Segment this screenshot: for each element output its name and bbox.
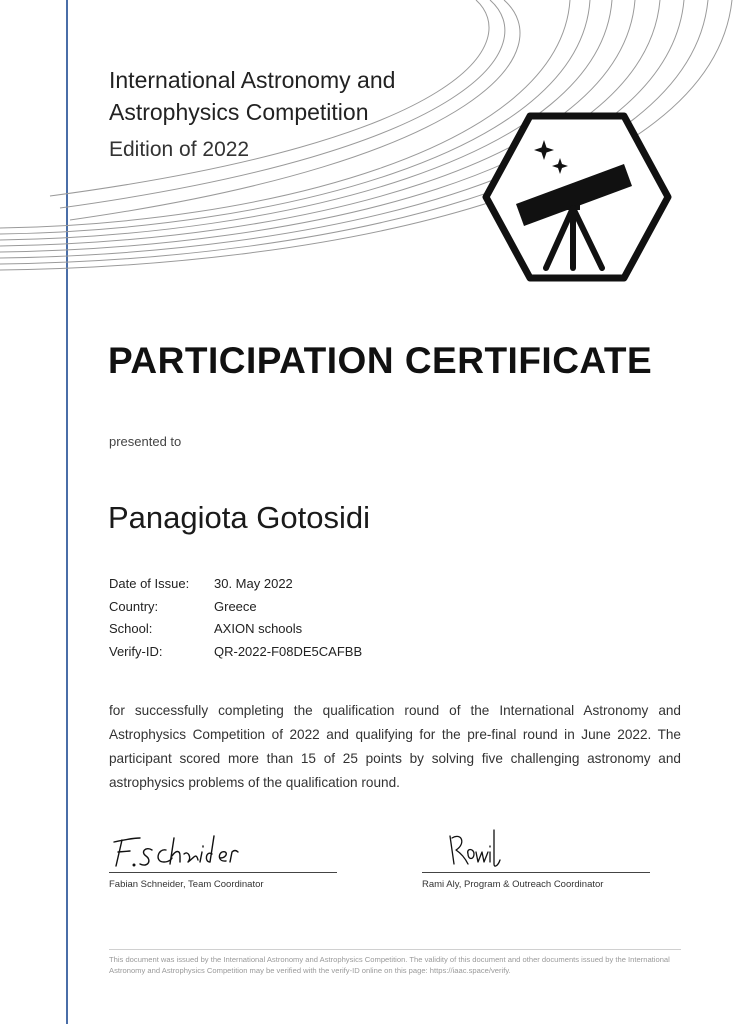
footer-note: This document was issued by the International Astronomy and Astrophysics Competition. The validity of this document and other documents issued by the International Astronomy and Astrophysics Competition may be verified with the verify-ID online on this page: https://iaac.space/verify.	[109, 955, 670, 975]
detail-value: Greece	[214, 598, 257, 614]
certificate-body-text: for successfully completing the qualification round of the International Astronomy and Astrophysics Competition of 2022 and qualifying for the pre-final round in June 2022. The participant scored more than 15 of 25 points by solving five challenging astronomy and astrophysics problems of the qualification round.	[109, 703, 681, 790]
detail-label: School:	[109, 621, 153, 636]
signature-fabian-schneider	[110, 828, 240, 872]
detail-row-country	[109, 596, 362, 619]
signature-rami-aly	[446, 826, 506, 872]
detail-value: QR-2022-F08DE5CAFBB	[214, 643, 363, 659]
detail-row-verify-id	[109, 641, 362, 664]
detail-value: 30. May 2022	[214, 576, 293, 591]
edition-label: Edition of 2022	[109, 138, 250, 161]
details-table	[109, 573, 362, 663]
signature-label: Fabian Schneider, Team Coordinator	[109, 879, 264, 890]
org-line-1: International Astronomy and	[109, 67, 396, 93]
telescope-logo-icon	[482, 112, 672, 282]
certificate-title: PARTICIPATION CERTIFICATE	[108, 340, 653, 381]
presented-to-label: presented to	[109, 434, 182, 449]
detail-label: Verify-ID:	[109, 643, 163, 659]
org-line-2: Astrophysics Competition	[109, 99, 369, 125]
signature-label: Rami Aly, Program & Outreach Coordinator	[422, 879, 604, 890]
detail-row-school	[109, 618, 362, 641]
organization-name	[109, 64, 489, 128]
recipient-name: Panagiota Gotosidi	[108, 500, 370, 535]
detail-row-date	[109, 573, 362, 596]
detail-label: Country:	[109, 598, 159, 614]
signature-line	[109, 872, 337, 873]
signature-line	[422, 872, 650, 873]
footer-divider	[109, 949, 681, 950]
detail-label: Date of Issue:	[109, 576, 190, 591]
detail-value: AXION schools	[214, 621, 303, 636]
